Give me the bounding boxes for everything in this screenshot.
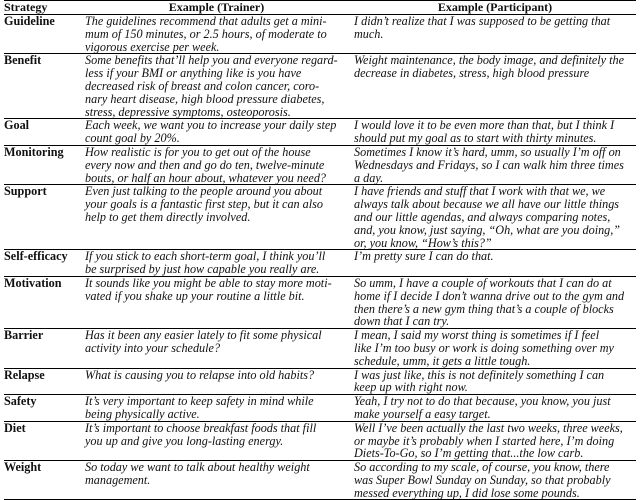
table-row — [4, 329, 636, 367]
table-row — [4, 250, 636, 276]
table-row — [4, 369, 636, 395]
strategy-cell: Diet — [4, 421, 26, 435]
header-strategy: Strategy — [4, 1, 48, 14]
cell-line: always talk about because we all have our little things — [354, 197, 620, 212]
participant-cell — [348, 422, 636, 460]
cell-line: Sometimes I know it’s hard, umm, so usually I’m off on — [354, 145, 621, 159]
cell-line: should put my goal as to start with thirty minutes. — [354, 131, 597, 145]
strategy-cell: Goal — [4, 119, 30, 133]
strategy-table — [4, 0, 636, 500]
cell-line: or, you know, “How’s this?” — [354, 235, 492, 250]
cell-line: like I’m too busy or work is doing something over my — [354, 340, 614, 355]
cell-line: less if your BMI or anything like is you have — [85, 66, 302, 81]
cell-line: vigorous exercise per week. — [85, 39, 220, 54]
table-row — [4, 54, 636, 118]
table-row — [4, 119, 636, 145]
cell-line: much. — [354, 26, 384, 41]
participant-cell — [348, 461, 636, 499]
header-trainer: Example (Trainer) — [168, 1, 265, 14]
trainer-cell — [83, 250, 348, 276]
cell-line: Yeah, I try not to do that because, you know, you just — [354, 395, 611, 409]
cell-line: Some benefits that’ll help you and everyone regard- — [85, 54, 338, 68]
cell-line: Has it been any easier lately to fit some physical — [85, 329, 322, 343]
cell-line: I didn’t realize that I was supposed to be getting that — [354, 15, 611, 28]
participant-cell — [348, 250, 636, 276]
participant-cell — [348, 119, 636, 145]
cell-line: count goal by 20%. — [85, 131, 180, 145]
cell-line: I have friends and stuff that I work with that we, we — [354, 185, 606, 199]
cell-line: every now and then and go do ten, twelve-minute — [85, 157, 325, 172]
cell-line: was Super Bowl Sunday on Sunday, so that probably — [354, 472, 611, 487]
strategy-cell: Guideline — [4, 15, 55, 28]
cell-line: keep up with right now. — [354, 380, 468, 395]
cell-line: or maybe it’s probably when I started here, I’m doing — [354, 433, 615, 448]
participant-cell — [348, 329, 636, 367]
table-row — [4, 461, 636, 499]
strategy-cell: Self-efficacy — [4, 250, 68, 264]
trainer-cell — [83, 146, 348, 184]
participant-cell — [348, 369, 636, 395]
participant-cell — [348, 54, 636, 118]
header-row — [4, 1, 636, 14]
cell-line: Well I’ve been actually the last two weeks, three weeks, — [354, 421, 623, 435]
cell-line: If you stick to each short-term goal, I think you’ll — [85, 250, 326, 264]
cell-line: and our little agendas, and always comparing notes, — [354, 209, 611, 224]
trainer-cell — [83, 54, 348, 118]
table-row — [4, 395, 636, 421]
cell-line: Even just talking to the people around you about — [85, 185, 323, 199]
cell-line: activity into your schedule? — [85, 340, 221, 355]
strategy-cell: Barrier — [4, 329, 44, 343]
table-row — [4, 422, 636, 460]
cell-line: Weight maintenance, the body image, and definitely the — [354, 54, 624, 68]
strategy-cell: Safety — [4, 395, 37, 409]
cell-line: being physically active. — [85, 406, 200, 421]
cell-line: What is causing you to relapse into old habits? — [85, 368, 315, 382]
cell-line: schedule, umm, it gets a little tough. — [354, 353, 531, 368]
cell-line: bouts, or half an hour about, whatever you need? — [85, 170, 327, 185]
strategy-cell: Monitoring — [4, 145, 64, 159]
strategy-cell: Support — [4, 185, 47, 199]
cell-line: decrease in diabetes, stress, high blood pressure — [354, 66, 590, 81]
cell-line: and, you know, just saying, “Oh, what are you doing,” — [354, 222, 621, 237]
table-row — [4, 15, 636, 53]
cell-line: I’m pretty sure I can do that. — [354, 250, 494, 264]
participant-cell — [348, 146, 636, 184]
cell-line: messed everything up, I did lose some pounds. — [354, 485, 580, 500]
trainer-cell — [83, 329, 348, 367]
trainer-cell — [83, 461, 348, 499]
cell-line: make yourself a easy target. — [354, 406, 491, 421]
trainer-cell — [83, 422, 348, 460]
participant-cell — [348, 277, 636, 328]
table-row — [4, 146, 636, 184]
trainer-cell — [83, 395, 348, 421]
cell-line: home if I decide I don’t wanna drive out to the gym and — [354, 288, 625, 303]
cell-line: down that I can try. — [354, 314, 450, 329]
cell-line: then there’s a new gym thing that’s a couple of blocks — [354, 301, 614, 316]
participant-cell — [348, 15, 636, 53]
strategy-cell: Relapse — [4, 368, 45, 382]
trainer-cell — [83, 369, 348, 395]
strategy-cell: Weight — [4, 461, 42, 475]
cell-line: I was just like, this is not definitely something I can — [354, 368, 605, 382]
cell-line: The guidelines recommend that adults get a mini- — [85, 15, 327, 28]
cell-line: you up and give you long-lasting energy. — [85, 433, 284, 448]
strategy-cell: Benefit — [4, 54, 42, 68]
participant-cell — [348, 395, 636, 421]
trainer-cell — [83, 15, 348, 53]
participant-cell — [348, 185, 636, 249]
table-row — [4, 185, 636, 249]
cell-line: vated if you shake up your routine a little bit. — [85, 288, 305, 303]
strategy-cell: Motivation — [4, 276, 62, 290]
cell-line: mum of 150 minutes, or 2.5 hours, of moderate to — [85, 26, 327, 41]
cell-line: stress, depressive symptoms, osteoporosis. — [85, 104, 291, 119]
cell-line: nary heart disease, high blood pressure diabetes, — [85, 91, 325, 106]
cell-line: Diets-To-Go, so I’m getting that...the low carb. — [354, 446, 584, 461]
cell-line: I mean, I said my worst thing is sometimes if I feel — [354, 329, 600, 343]
cell-line: your goals is a fantastic first step, but it can also — [85, 197, 324, 212]
cell-line: How realistic is for you to get out of the house — [85, 145, 311, 159]
cell-line: decreased risk of breast and colon cancer, coro- — [85, 78, 320, 93]
cell-line: be surprised by just how capable you really are. — [85, 262, 320, 276]
cell-line: So today we want to talk about healthy weight — [85, 461, 310, 475]
trainer-cell — [83, 119, 348, 145]
cell-line: help to get them directly involved. — [85, 209, 251, 224]
trainer-cell — [83, 277, 348, 328]
cell-line: Each week, we want you to increase your daily step — [85, 119, 337, 133]
trainer-cell — [83, 185, 348, 249]
table-row — [4, 277, 636, 328]
cell-line: Wednesdays and Fridays, so I can walk him three times — [354, 157, 624, 172]
cell-line: It’s very important to keep safety in mind while — [85, 395, 314, 409]
cell-line: It’s important to choose breakfast foods that fill — [85, 421, 317, 435]
cell-line: a day. — [354, 170, 384, 185]
cell-line: So according to my scale, of course, you know, there — [354, 461, 610, 475]
cell-line: management. — [85, 472, 151, 487]
table-body — [4, 15, 636, 500]
cell-line: I would love it to be even more than that, but I think I — [354, 119, 615, 133]
cell-line: It sounds like you might be able to stay more moti- — [85, 276, 332, 290]
cell-line: So umm, I have a couple of workouts that I can do at — [354, 276, 612, 290]
header-participant: Example (Participant) — [437, 1, 553, 14]
